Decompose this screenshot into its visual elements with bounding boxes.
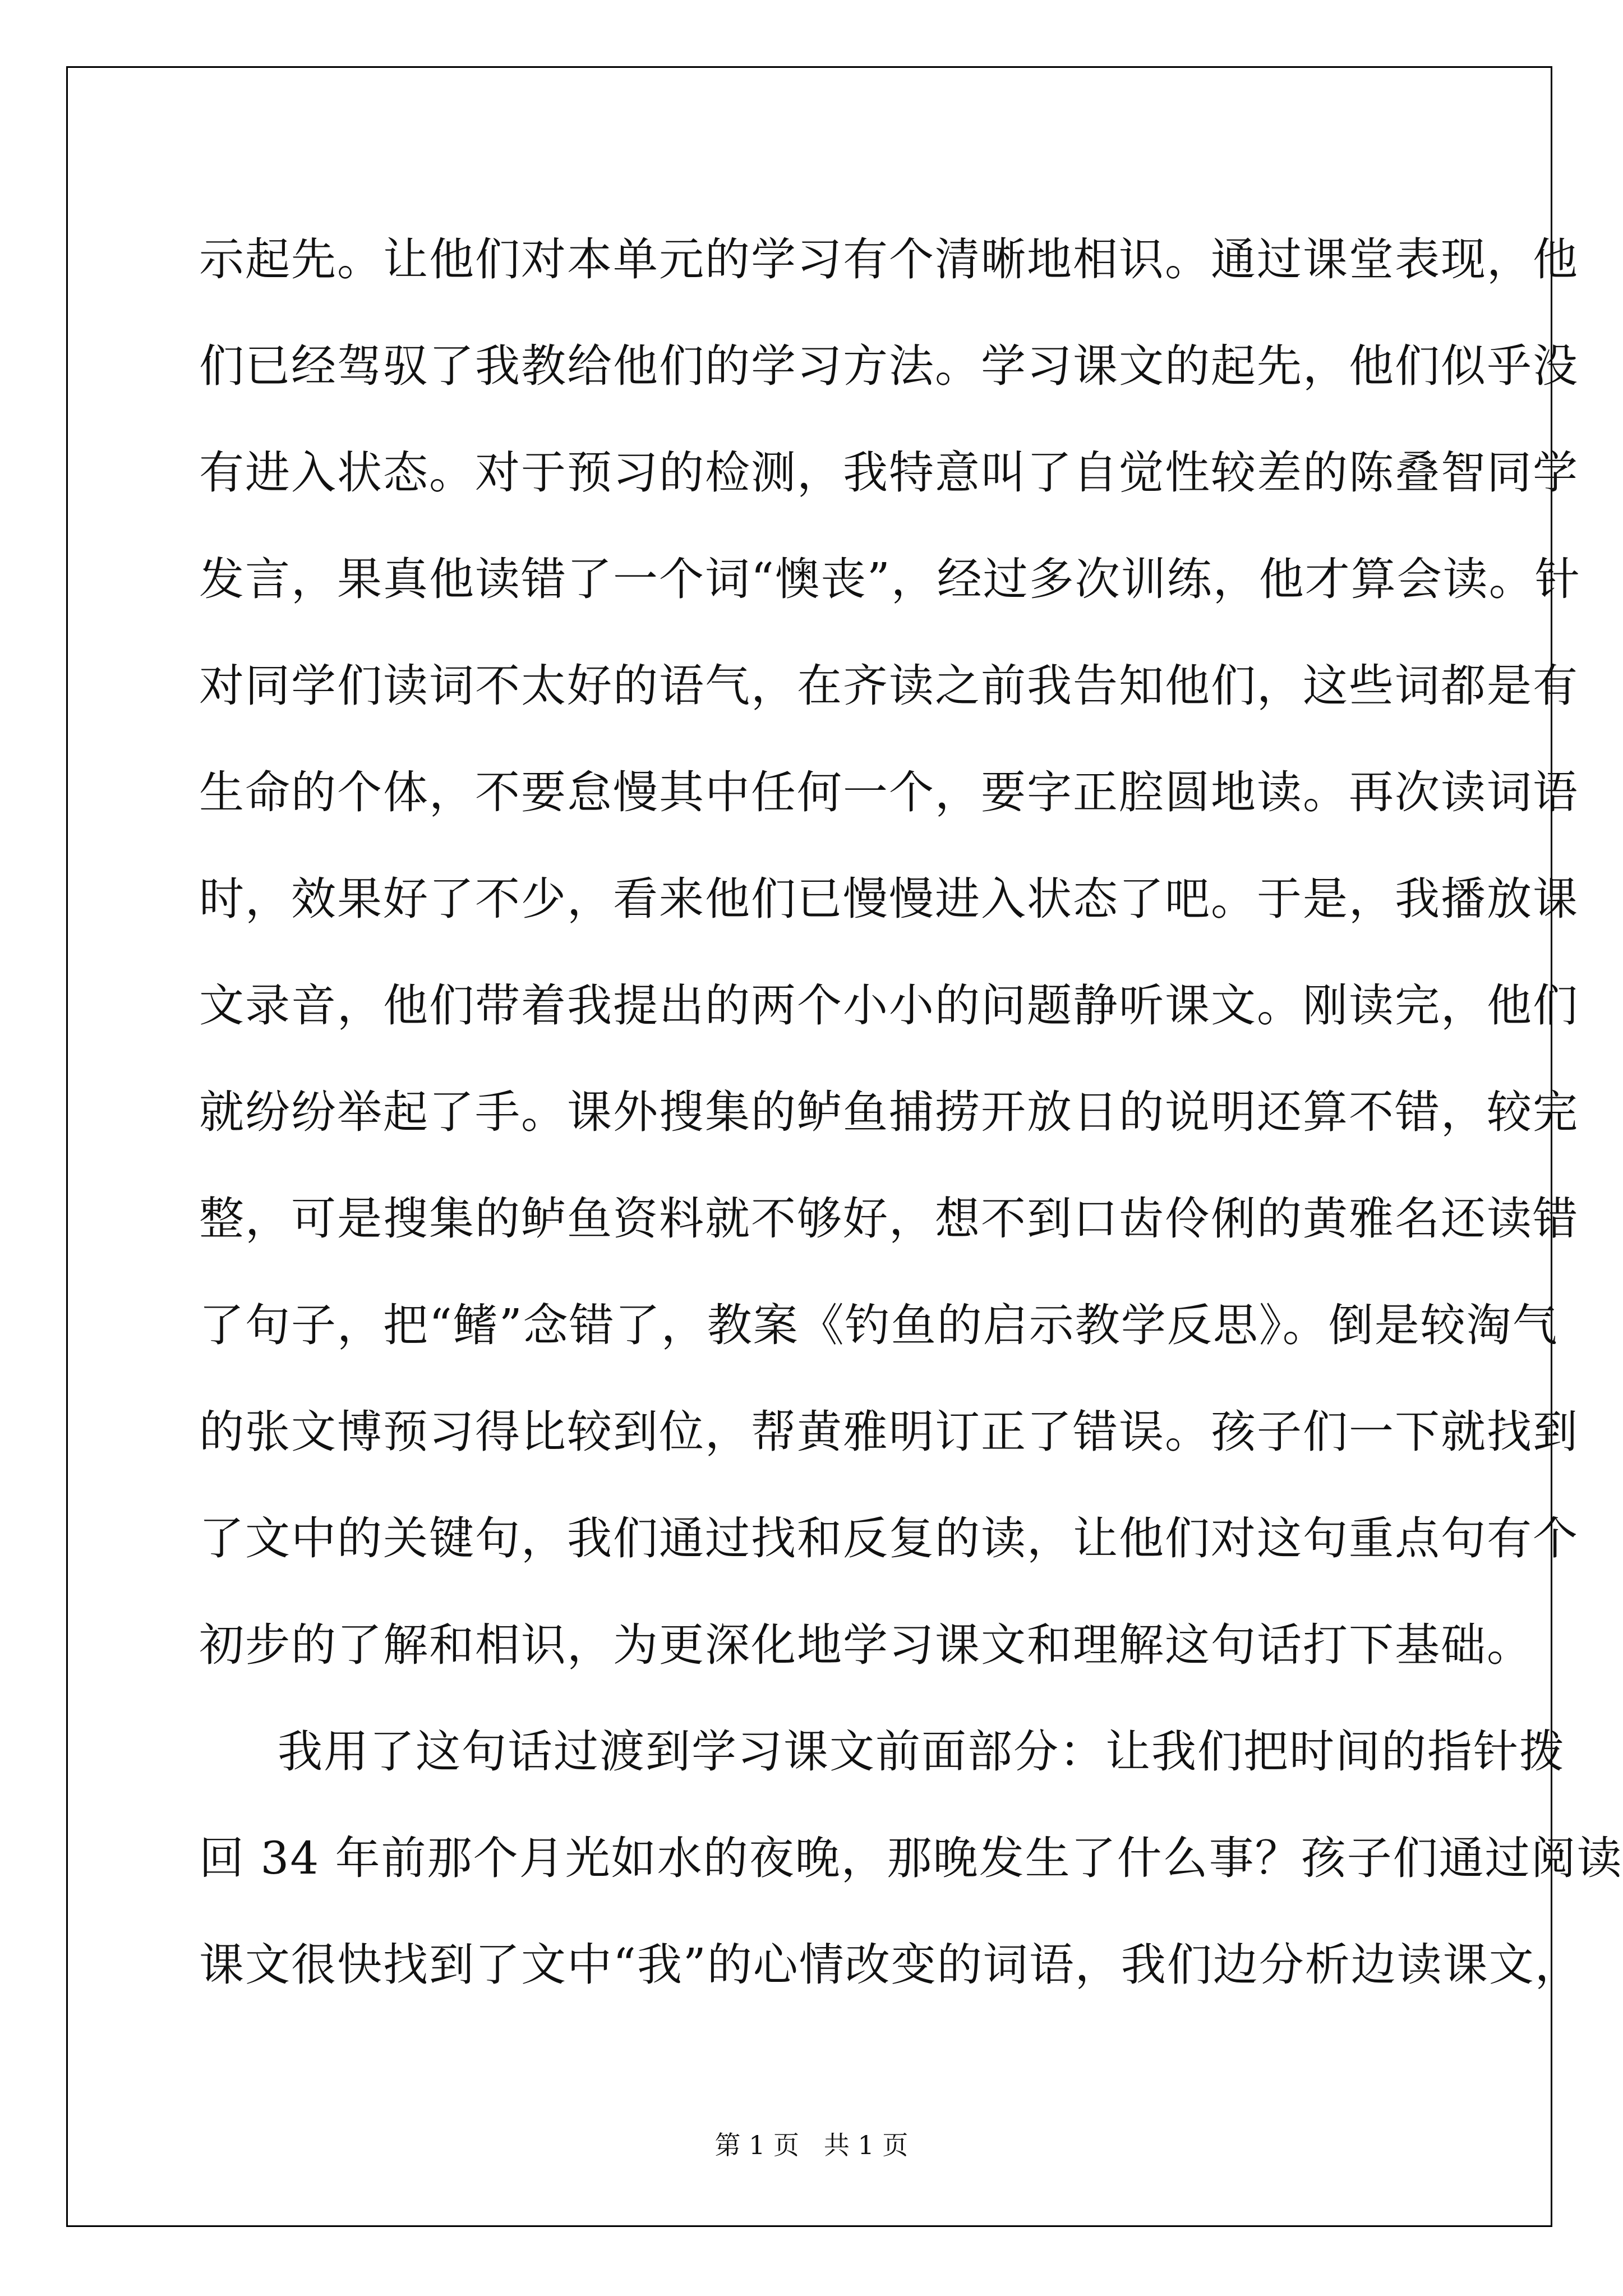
text-line: 的张文博预习得比较到位，帮黄雅明订正了错误。孩子们一下就找到	[199, 1406, 1579, 1458]
text-line: 有进入状态。对于预习的检测，我特意叫了自觉性较差的陈叠智同学	[199, 447, 1579, 499]
text-line-paragraph-end: 初步的了解和相识，为更深化地学习课文和理解这句话打下基础。	[199, 1619, 1533, 1671]
text-line: 示起先。让他们对本单元的学习有个清晰地相识。通过课堂表现，他	[199, 233, 1579, 286]
text-line: 生命的个体，不要怠慢其中任何一个，要字正腔圆地读。再次读词语	[199, 766, 1579, 818]
text-line: 回 34 年前那个月光如水的夜晚，那晚发生了什么事？孩子们通过阅读	[199, 1832, 1623, 1884]
text-line: 就纷纷举起了手。课外搜集的鲈鱼捕捞开放日的说明还算不错，较完	[199, 1086, 1579, 1138]
text-line: 了文中的关键句，我们通过找和反复的读，让他们对这句重点句有个	[199, 1512, 1579, 1565]
text-line: 发言，果真他读错了一个词“懊丧”，经过多次训练，他才算会读。针	[199, 553, 1581, 605]
text-line: 课文很快找到了文中“我”的心情改变的词语，我们边分析边读课文，	[199, 1939, 1581, 1991]
text-line: 对同学们读词不太好的语气，在齐读之前我告知他们，这些词都是有	[199, 660, 1579, 712]
text-line: 了句子，把“鳍”念错了，教案《钓鱼的启示教学反思》。倒是较淘气	[199, 1299, 1559, 1351]
text-line-paragraph-start: 我用了这句话过渡到学习课文前面部分：让我们把时间的指针拨	[278, 1726, 1565, 1778]
text-line: 文录音，他们带着我提出的两个小小的问题静听课文。刚读完，他们	[199, 979, 1579, 1032]
text-line: 整，可是搜集的鲈鱼资料就不够好，想不到口齿伶俐的黄雅名还读错	[199, 1193, 1579, 1245]
page-number-footer: 第 1 页 共 1 页	[714, 2130, 909, 2160]
text-line: 时，效果好了不少，看来他们已慢慢进入状态了吧。于是，我播放课	[199, 873, 1579, 925]
text-line: 们已经驾驭了我教给他们的学习方法。学习课文的起先，他们似乎没	[199, 340, 1579, 392]
document-body	[199, 206, 1623, 2018]
